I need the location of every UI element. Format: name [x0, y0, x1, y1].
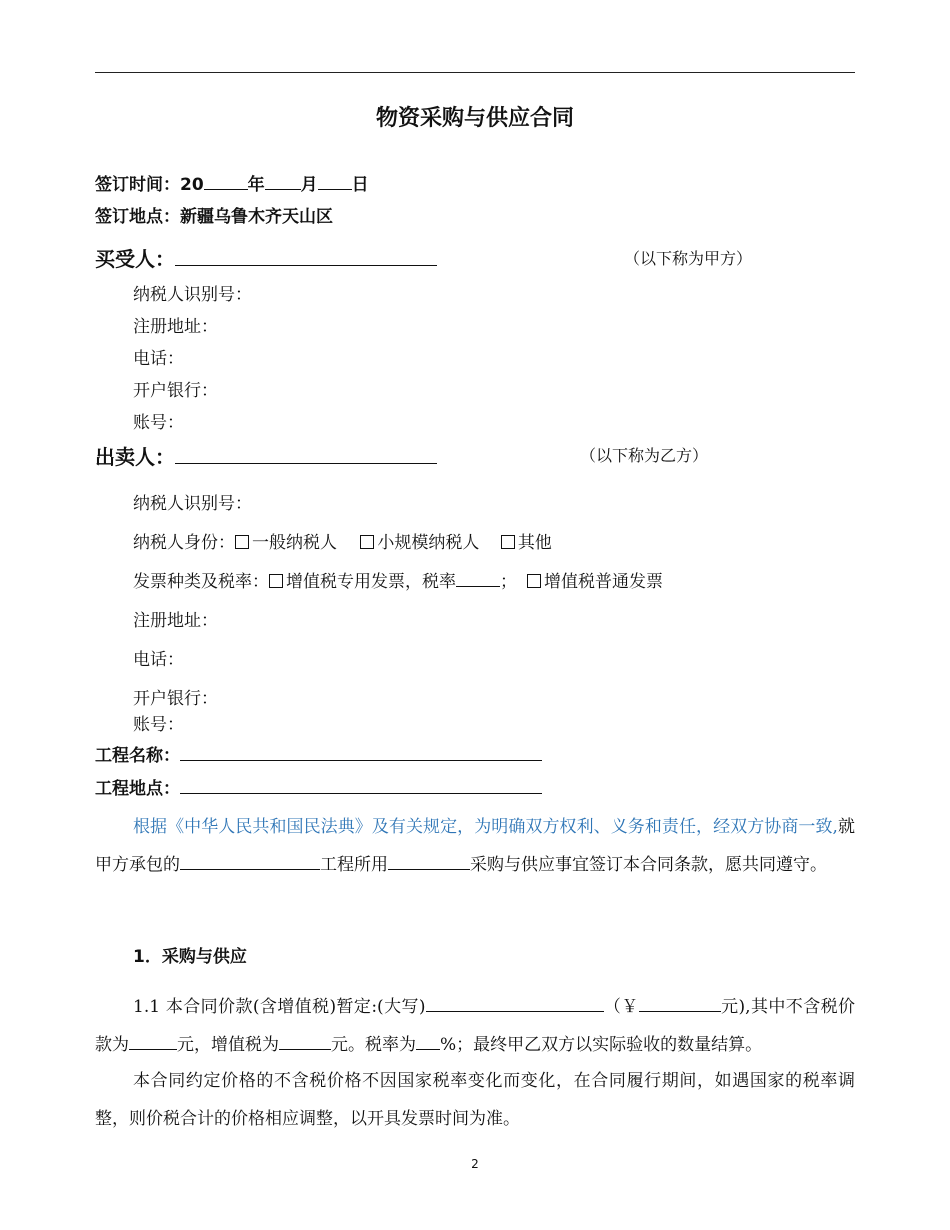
- project-place-label: 工程地点：: [95, 779, 180, 799]
- identity-label: 纳税人身份：: [133, 533, 235, 553]
- sign-place: 签订地点：新疆乌鲁木齐天山区: [95, 207, 333, 227]
- c11-a: 1.1 本合同价款(含增值税)暂定:(大写): [133, 997, 426, 1017]
- invoice-normal: 增值税普通发票: [544, 572, 663, 592]
- seller-label: 出卖人：: [95, 445, 175, 469]
- buyer-address: 注册地址：: [133, 317, 218, 337]
- project-name: [95, 741, 542, 766]
- buyer-name-blank[interactable]: [175, 248, 437, 266]
- seller-identity: [133, 528, 552, 553]
- identity-general: 一般纳税人: [252, 533, 337, 553]
- year-blank[interactable]: [204, 174, 248, 190]
- top-rule: [95, 72, 855, 73]
- amount-number-blank[interactable]: [639, 996, 721, 1012]
- rate-blank[interactable]: [416, 1034, 440, 1050]
- seller-account: 账号：: [133, 715, 184, 735]
- buyer-label: 买受人：: [95, 247, 175, 271]
- checkbox-normal-invoice[interactable]: [527, 574, 541, 588]
- checkbox-small[interactable]: [360, 535, 374, 549]
- checkbox-other[interactable]: [501, 535, 515, 549]
- clause-1-1-p2: 本合同约定价格的不含税价格不因国家税率变化而变化，在合同履行期间，如遇国家的税率调整，则价税合计的价格相应调整，以开具发票时间为准。: [95, 1071, 855, 1129]
- day-unit: 日: [351, 175, 369, 195]
- month-blank[interactable]: [265, 174, 301, 190]
- buyer-bank: 开户银行：: [133, 381, 218, 401]
- sign-date-label: 签订时间：20: [95, 175, 204, 195]
- tax-rate-blank[interactable]: [456, 571, 500, 587]
- buyer-tax-id: 纳税人识别号：: [133, 285, 252, 305]
- month-unit: 月: [300, 175, 318, 195]
- invoice-label: 发票种类及税率：: [133, 572, 269, 592]
- seller-phone: 电话：: [133, 650, 184, 670]
- amount-words-blank[interactable]: [426, 996, 604, 1012]
- identity-other: 其他: [517, 533, 552, 553]
- buyer-account: 账号：: [133, 413, 184, 433]
- section-1-heading: 1．采购与供应: [133, 947, 247, 967]
- c11-c: 元),其中不含税价款为: [95, 997, 856, 1055]
- intro-text-2: 工程所用: [320, 855, 388, 875]
- intro-blue-text: 根据《中华人民共和国民法典》及有关规定，为明确双方权利、义务和责任，经双方协商一致,: [133, 817, 838, 837]
- identity-small: 小规模纳税人: [377, 533, 480, 553]
- intro-paragraph: [95, 808, 855, 884]
- seller-tax-id: 纳税人识别号：: [133, 494, 252, 514]
- material-blank[interactable]: [388, 854, 470, 870]
- project-name-label: 工程名称：: [95, 746, 180, 766]
- intro-text-1: 就甲方承包的: [95, 817, 855, 875]
- seller-invoice: [133, 567, 663, 592]
- seller-bank: 开户银行：: [133, 689, 218, 709]
- contract-scope-blank[interactable]: [180, 854, 320, 870]
- excl-tax-blank[interactable]: [129, 1034, 177, 1050]
- buyer-phone: 电话：: [133, 349, 184, 369]
- invoice-sep: ；: [500, 572, 517, 592]
- buyer-line: [95, 243, 437, 272]
- c11-e: 元。税率为: [331, 1035, 416, 1055]
- seller-name-blank[interactable]: [175, 446, 437, 464]
- sign-date: [95, 170, 369, 195]
- document-title: 物资采购与供应合同: [375, 106, 574, 131]
- project-place: [95, 774, 542, 799]
- buyer-note: （以下称为甲方）: [624, 249, 753, 268]
- clause-1-1: [95, 988, 855, 1064]
- project-place-blank[interactable]: [180, 778, 542, 794]
- c11-b: （￥: [603, 997, 639, 1017]
- checkbox-general[interactable]: [235, 535, 249, 549]
- seller-line: [95, 441, 437, 470]
- vat-blank[interactable]: [279, 1034, 331, 1050]
- c11-f: %；最终甲乙双方以实际验收的数量结算。: [440, 1035, 763, 1055]
- seller-address: 注册地址：: [133, 611, 218, 631]
- intro-text-3: 采购与供应事宜签订本合同条款，愿共同遵守。: [470, 855, 827, 875]
- invoice-special: 增值税专用发票，税率: [286, 572, 456, 592]
- c11-d: 元，增值税为: [177, 1035, 279, 1055]
- project-name-blank[interactable]: [180, 745, 542, 761]
- page-number: 2: [471, 1157, 479, 1171]
- day-blank[interactable]: [318, 174, 352, 190]
- checkbox-special-invoice[interactable]: [269, 574, 283, 588]
- seller-note: （以下称为乙方）: [580, 446, 709, 465]
- year-unit: 年: [247, 175, 265, 195]
